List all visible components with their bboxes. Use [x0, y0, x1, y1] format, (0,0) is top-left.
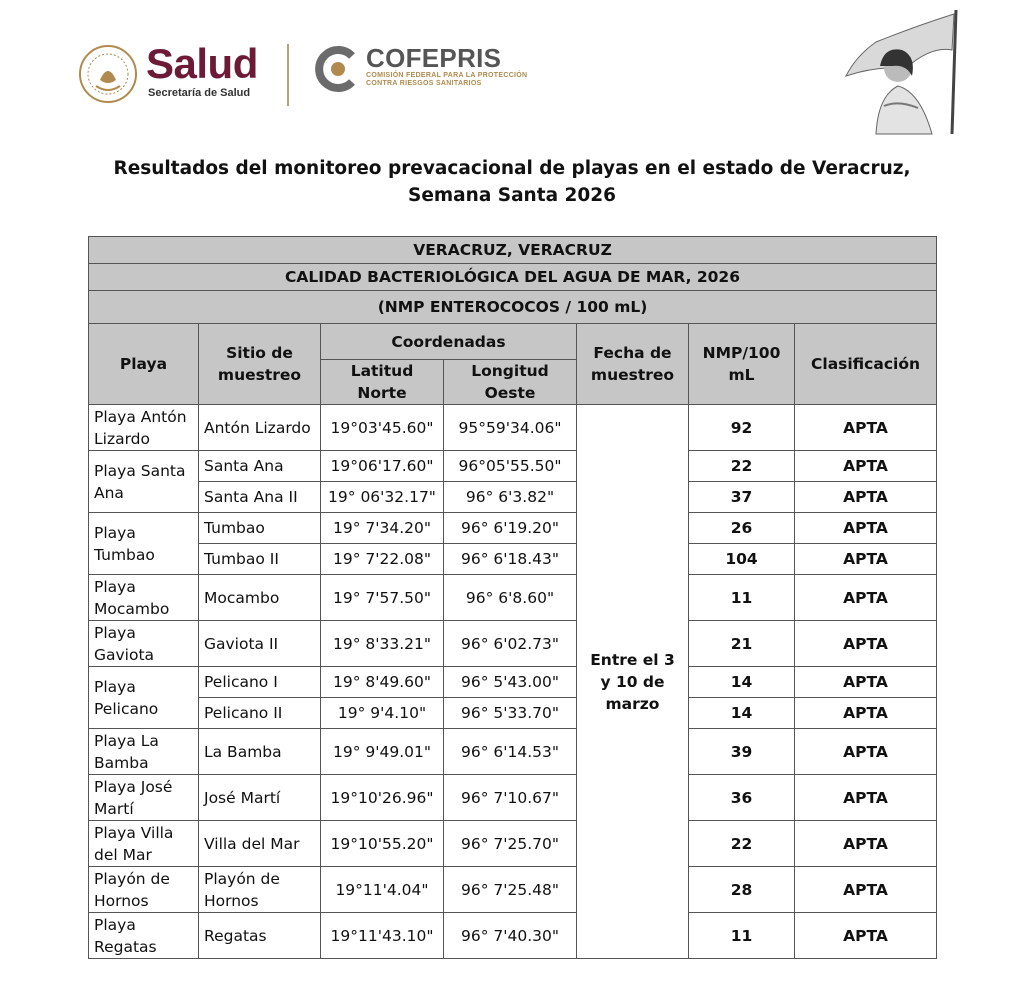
longitude-cell: 96° 6'3.82": [444, 482, 577, 513]
cofepris-wordmark: COFEPRIS: [366, 43, 502, 73]
table-row: [89, 405, 937, 451]
beach-name-cell: Playa Tumbao: [89, 513, 199, 575]
site-name-cell: Santa Ana: [199, 451, 321, 482]
nmp-value-cell: 11: [689, 913, 795, 959]
latitude-cell: 19° 8'49.60": [321, 667, 444, 698]
site-name-cell: Mocambo: [199, 575, 321, 621]
classification-cell: APTA: [795, 667, 937, 698]
nmp-value-cell: 26: [689, 513, 795, 544]
page-title: [0, 155, 1024, 209]
longitude-cell: 96°05'55.50": [444, 451, 577, 482]
header-clasificacion: Clasificación: [795, 324, 937, 405]
nmp-value-cell: 39: [689, 729, 795, 775]
longitude-cell: 96° 5'33.70": [444, 698, 577, 729]
table-row: [89, 621, 937, 667]
table-row: [89, 482, 937, 513]
salud-wordmark: Salud: [146, 40, 258, 87]
beach-name-cell: Playa La Bamba: [89, 729, 199, 775]
nmp-value-cell: 14: [689, 667, 795, 698]
site-name-cell: Tumbao II: [199, 544, 321, 575]
classification-cell: APTA: [795, 775, 937, 821]
table-row: [89, 667, 937, 698]
nmp-value-cell: 22: [689, 821, 795, 867]
band-location: VERACRUZ, VERACRUZ: [89, 237, 937, 264]
classification-cell: APTA: [795, 451, 937, 482]
site-name-cell: Gaviota II: [199, 621, 321, 667]
site-name-cell: Villa del Mar: [199, 821, 321, 867]
classification-cell: APTA: [795, 405, 937, 451]
latitude-cell: 19°06'17.60": [321, 451, 444, 482]
beach-name-cell: Playa Pelicano: [89, 667, 199, 729]
site-name-cell: La Bamba: [199, 729, 321, 775]
beach-name-cell: Playa Villa del Mar: [89, 821, 199, 867]
header-longitud: Longitud Oeste: [444, 360, 577, 405]
classification-cell: APTA: [795, 821, 937, 867]
longitude-cell: 96° 5'43.00": [444, 667, 577, 698]
classification-cell: APTA: [795, 698, 937, 729]
classification-cell: APTA: [795, 575, 937, 621]
band-units: (NMP ENTEROCOCOS / 100 mL): [89, 291, 937, 324]
classification-cell: APTA: [795, 621, 937, 667]
classification-cell: APTA: [795, 482, 937, 513]
site-name-cell: José Martí: [199, 775, 321, 821]
header-latitud: Latitud Norte: [321, 360, 444, 405]
results-table: [88, 236, 937, 959]
table-row: [89, 698, 937, 729]
nmp-value-cell: 14: [689, 698, 795, 729]
header-nmp: NMP/100 mL: [689, 324, 795, 405]
table-row: [89, 575, 937, 621]
cofepris-emblem-icon: [312, 44, 362, 94]
classification-cell: APTA: [795, 913, 937, 959]
table-row: [89, 775, 937, 821]
title-line-1: Resultados del monitoreo prevacacional de playas en el estado de Veracruz,: [113, 158, 911, 179]
header-sitio: Sitio de muestreo: [199, 324, 321, 405]
site-name-cell: Santa Ana II: [199, 482, 321, 513]
longitude-cell: 96° 7'25.48": [444, 867, 577, 913]
latitude-cell: 19° 8'33.21": [321, 621, 444, 667]
header-fecha: Fecha de muestreo: [577, 324, 689, 405]
beach-name-cell: Playa Regatas: [89, 913, 199, 959]
salud-subtitle: Secretaría de Salud: [148, 87, 251, 99]
site-name-cell: Antón Lizardo: [199, 405, 321, 451]
classification-cell: APTA: [795, 729, 937, 775]
table-row: [89, 451, 937, 482]
table-row: [89, 513, 937, 544]
table-row: [89, 544, 937, 575]
latitude-cell: 19° 9'49.01": [321, 729, 444, 775]
beach-name-cell: Playa Mocambo: [89, 575, 199, 621]
logo-divider: [287, 44, 289, 106]
header-coordenadas: Coordenadas: [321, 324, 577, 360]
table-row: [89, 729, 937, 775]
table-row: [89, 821, 937, 867]
longitude-cell: 96° 6'14.53": [444, 729, 577, 775]
latitude-cell: 19°11'43.10": [321, 913, 444, 959]
nmp-value-cell: 37: [689, 482, 795, 513]
site-name-cell: Tumbao: [199, 513, 321, 544]
longitude-cell: 96° 7'25.70": [444, 821, 577, 867]
cofepris-logo: [366, 44, 527, 88]
national-seal-logo: [78, 44, 138, 104]
latitude-cell: 19°10'26.96": [321, 775, 444, 821]
latitude-cell: 19°03'45.60": [321, 405, 444, 451]
site-name-cell: Pelicano II: [199, 698, 321, 729]
latitude-cell: 19° 06'32.17": [321, 482, 444, 513]
nmp-value-cell: 22: [689, 451, 795, 482]
nmp-value-cell: 11: [689, 575, 795, 621]
latitude-cell: 19° 7'22.08": [321, 544, 444, 575]
longitude-cell: 96° 7'10.67": [444, 775, 577, 821]
nmp-value-cell: 36: [689, 775, 795, 821]
beach-name-cell: Playa Gaviota: [89, 621, 199, 667]
flag-woman-illustration: [836, 6, 968, 138]
nmp-value-cell: 28: [689, 867, 795, 913]
nmp-value-cell: 21: [689, 621, 795, 667]
nmp-value-cell: 104: [689, 544, 795, 575]
cofepris-subtitle-1: COMISIÓN FEDERAL PARA LA PROTECCIÓN: [366, 72, 528, 79]
longitude-cell: 96° 6'19.20": [444, 513, 577, 544]
longitude-cell: 96° 7'40.30": [444, 913, 577, 959]
beach-name-cell: Playón de Hornos: [89, 867, 199, 913]
longitude-cell: 96° 6'8.60": [444, 575, 577, 621]
salud-logo: [146, 42, 258, 99]
site-name-cell: Pelicano I: [199, 667, 321, 698]
site-name-cell: Regatas: [199, 913, 321, 959]
latitude-cell: 19°11'4.04": [321, 867, 444, 913]
beach-name-cell: Playa Santa Ana: [89, 451, 199, 513]
longitude-cell: 96° 6'18.43": [444, 544, 577, 575]
latitude-cell: 19° 7'34.20": [321, 513, 444, 544]
sampling-date-cell: Entre el 3 y 10 de marzo: [577, 405, 689, 959]
classification-cell: APTA: [795, 867, 937, 913]
beach-name-cell: Playa José Martí: [89, 775, 199, 821]
latitude-cell: 19° 7'57.50": [321, 575, 444, 621]
title-line-2: Semana Santa 2026: [408, 185, 616, 206]
longitude-cell: 95°59'34.06": [444, 405, 577, 451]
table-row: [89, 913, 937, 959]
band-quality: CALIDAD BACTERIOLÓGICA DEL AGUA DE MAR, 2026: [89, 264, 937, 291]
site-name-cell: Playón de Hornos: [199, 867, 321, 913]
nmp-value-cell: 92: [689, 405, 795, 451]
classification-cell: APTA: [795, 544, 937, 575]
latitude-cell: 19° 9'4.10": [321, 698, 444, 729]
latitude-cell: 19°10'55.20": [321, 821, 444, 867]
classification-cell: APTA: [795, 513, 937, 544]
header-playa: Playa: [89, 324, 199, 405]
cofepris-subtitle-2: CONTRA RIESGOS SANITARIOS: [366, 80, 482, 87]
table-row: [89, 867, 937, 913]
beach-name-cell: Playa Antón Lizardo: [89, 405, 199, 451]
longitude-cell: 96° 6'02.73": [444, 621, 577, 667]
